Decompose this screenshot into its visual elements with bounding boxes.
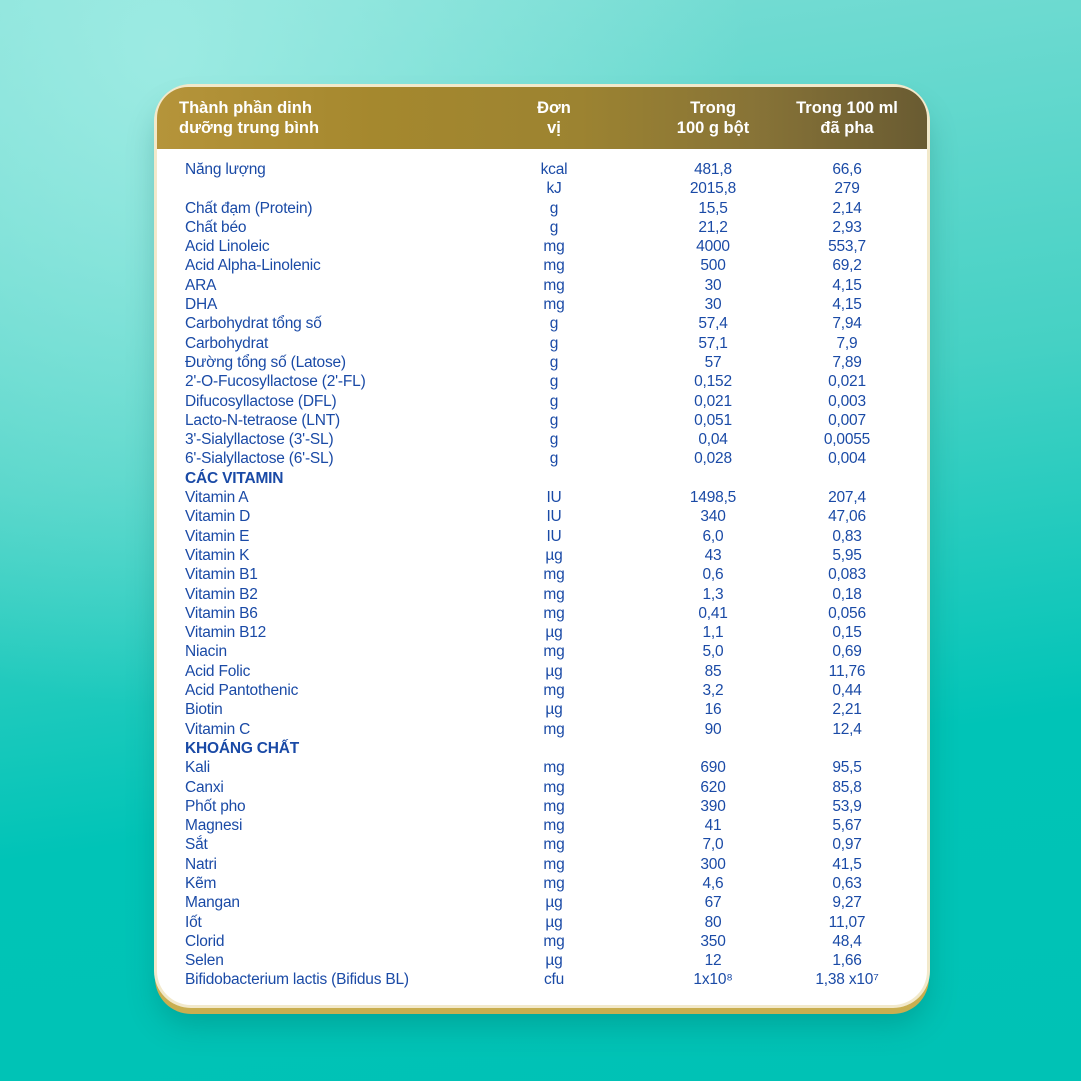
row-unit: mg xyxy=(543,643,565,661)
row-unit: mg xyxy=(543,238,565,256)
row-unit: mg xyxy=(543,682,565,700)
header-per100ml-line2: đã pha xyxy=(820,119,874,137)
row-label: Magnesi xyxy=(185,817,243,835)
row-unit: IU xyxy=(546,508,562,526)
row-unit: µg xyxy=(545,662,563,680)
row-value-100g: 0,6 xyxy=(702,566,724,584)
row-value-100g: 4000 xyxy=(696,238,730,256)
table-row xyxy=(157,970,927,989)
table-row xyxy=(157,411,927,430)
row-label: Kẽm xyxy=(185,874,217,892)
row-value-100g: 350 xyxy=(700,932,726,950)
row-value-100g: 90 xyxy=(704,720,722,738)
row-label xyxy=(157,179,469,198)
row-value-100g: 4,6 xyxy=(702,874,724,892)
row-label: Kali xyxy=(185,759,211,777)
row-unit: g xyxy=(549,199,559,217)
row-value-100g: 21,2 xyxy=(698,218,728,236)
header-unit-line2: vị xyxy=(547,119,561,137)
row-value-100g: 0,051 xyxy=(694,411,732,429)
table-row xyxy=(157,720,927,739)
row-unit: µg xyxy=(545,952,563,970)
row-label: ARA xyxy=(185,276,217,294)
table-row xyxy=(157,758,927,777)
row-label: 3'-Sialyllactose (3'-SL) xyxy=(185,431,334,449)
row-value-100g: 30 xyxy=(704,276,722,294)
row-value-100g: 340 xyxy=(700,508,726,526)
table-row xyxy=(157,314,927,333)
row-unit: mg xyxy=(543,855,565,873)
row-value-100ml: 11,76 xyxy=(828,662,866,680)
table-row xyxy=(157,604,927,623)
table-row xyxy=(157,642,927,661)
row-value-100ml: 0,056 xyxy=(828,604,866,622)
table-row xyxy=(157,816,927,835)
row-unit: mg xyxy=(543,759,565,777)
row-unit: mg xyxy=(543,585,565,603)
row-value-100g: 390 xyxy=(700,797,726,815)
row-unit: mg xyxy=(543,932,565,950)
header-per100g-line1: Trong xyxy=(690,99,736,117)
table-row xyxy=(157,218,927,237)
row-value-100g: 1498,5 xyxy=(689,489,737,507)
row-unit: µg xyxy=(545,701,563,719)
row-label: DHA xyxy=(185,296,218,314)
row-value-100ml: 48,4 xyxy=(832,932,862,950)
row-value-100g: 0,152 xyxy=(694,373,732,391)
header-per100g-column xyxy=(639,98,787,138)
table-row xyxy=(157,449,927,468)
row-value-100g: 30 xyxy=(704,296,722,314)
row-value-100g: 1,3 xyxy=(702,585,724,603)
row-value-100g: 85 xyxy=(704,662,722,680)
row-unit: g xyxy=(549,218,559,236)
table-row xyxy=(157,855,927,874)
table-row xyxy=(157,893,927,912)
table-row xyxy=(157,662,927,681)
row-label: Chất béo xyxy=(185,218,247,236)
table-row xyxy=(157,565,927,584)
row-label: Iốt xyxy=(185,913,202,931)
row-label: 2'-O-Fucosyllactose (2'-FL) xyxy=(185,373,366,391)
row-value-100ml: 0,0055 xyxy=(823,431,871,449)
row-value-100g: 80 xyxy=(704,913,722,931)
row-label: Acid Folic xyxy=(185,662,251,680)
row-label: Vitamin D xyxy=(185,508,251,526)
row-value-100ml: 11,07 xyxy=(828,913,866,931)
header-per100g-line2: 100 g bột xyxy=(676,119,750,137)
table-row xyxy=(157,932,927,951)
row-value-100ml: 207,4 xyxy=(828,489,866,507)
table-row xyxy=(157,199,927,218)
row-value-100g: 0,021 xyxy=(694,392,732,410)
row-value-100ml: 85,8 xyxy=(832,778,862,796)
table-row xyxy=(157,797,927,816)
row-value-100ml: 0,15 xyxy=(832,624,862,642)
table-row xyxy=(157,353,927,372)
row-value-100ml: 5,95 xyxy=(832,546,862,564)
row-value-100ml: 5,67 xyxy=(832,817,862,835)
row-value-100ml: 0,97 xyxy=(832,836,862,854)
row-unit: g xyxy=(549,431,559,449)
row-label: Acid Linoleic xyxy=(185,238,270,256)
section-row xyxy=(157,469,927,488)
row-unit: mg xyxy=(543,296,565,314)
row-label: Biotin xyxy=(185,701,223,719)
row-unit: g xyxy=(549,373,559,391)
row-unit: mg xyxy=(543,276,565,294)
row-label: 6'-Sialyllactose (6'-SL) xyxy=(185,450,334,468)
row-unit: mg xyxy=(543,874,565,892)
row-unit: g xyxy=(549,353,559,371)
header-per100ml-column xyxy=(787,98,907,138)
row-unit: IU xyxy=(546,489,562,507)
row-unit: IU xyxy=(546,527,562,545)
table-row xyxy=(157,700,927,719)
row-label: Vitamin B12 xyxy=(185,624,267,642)
table-row xyxy=(157,276,927,295)
header-unit-column xyxy=(469,98,639,138)
row-label: Clorid xyxy=(185,932,225,950)
table-rows xyxy=(157,149,927,990)
table-row xyxy=(157,237,927,256)
row-value-100g: 1x10⁸ xyxy=(693,971,733,989)
row-value-100g: 690 xyxy=(700,759,726,777)
row-value-100ml: 69,2 xyxy=(832,257,862,275)
row-unit: µg xyxy=(545,624,563,642)
row-value-100g: 43 xyxy=(704,546,722,564)
table-row xyxy=(157,507,927,526)
row-value-100ml: 2,93 xyxy=(832,218,862,236)
table-row xyxy=(157,913,927,932)
row-value-100g: 12 xyxy=(704,952,722,970)
row-value-100ml: 47,06 xyxy=(828,508,866,526)
row-value-100g: 500 xyxy=(700,257,726,275)
row-label: Canxi xyxy=(185,778,224,796)
row-value-100ml: 95,5 xyxy=(832,759,862,777)
row-value-100g: 57,4 xyxy=(698,315,728,333)
row-label: Carbohydrat xyxy=(185,334,269,352)
row-unit: µg xyxy=(545,894,563,912)
row-label: Vitamin A xyxy=(185,489,249,507)
table-row xyxy=(157,527,927,546)
table-row xyxy=(157,623,927,642)
row-value-100g: 7,0 xyxy=(702,836,724,854)
row-unit: mg xyxy=(543,720,565,738)
row-unit: mg xyxy=(543,778,565,796)
row-unit: g xyxy=(549,411,559,429)
row-value-100ml: 4,15 xyxy=(832,296,862,314)
row-value-100ml: 12,4 xyxy=(832,720,862,738)
row-label: Sắt xyxy=(185,836,208,854)
table-row xyxy=(157,778,927,797)
row-label: Acid Pantothenic xyxy=(185,682,299,700)
row-value-100ml: 0,004 xyxy=(828,450,866,468)
row-value-100ml: 53,9 xyxy=(832,797,862,815)
table-row xyxy=(157,372,927,391)
table-row xyxy=(157,256,927,275)
table-row xyxy=(157,874,927,893)
row-label: Natri xyxy=(185,855,217,873)
row-value-100ml: 553,7 xyxy=(828,238,866,256)
table-row xyxy=(157,334,927,353)
header-nutrient-line2: dưỡng trung bình xyxy=(179,119,320,137)
row-value-100ml: 0,44 xyxy=(832,682,862,700)
table-row xyxy=(157,295,927,314)
row-label: Lacto-N-tetraose (LNT) xyxy=(185,411,340,429)
row-unit: mg xyxy=(543,817,565,835)
row-value-100g: 16 xyxy=(704,701,722,719)
row-value-100ml: 4,15 xyxy=(832,276,862,294)
row-value-100ml: 66,6 xyxy=(832,161,862,178)
row-value-100g: 15,5 xyxy=(698,199,728,217)
row-value-100ml: 2,21 xyxy=(832,701,862,719)
row-value-100g: 6,0 xyxy=(702,527,724,545)
nutrition-card xyxy=(157,87,927,1005)
row-value-100ml: 2,14 xyxy=(832,199,862,217)
row-label: Năng lượng xyxy=(185,161,266,178)
table-row xyxy=(157,546,927,565)
row-unit: kcal xyxy=(540,161,568,178)
row-label: Vitamin E xyxy=(185,527,250,545)
row-label: Acid Alpha-Linolenic xyxy=(185,257,321,275)
row-value-100g: 0,41 xyxy=(698,604,728,622)
table-row xyxy=(157,179,927,198)
header-unit-line1: Đơn xyxy=(537,99,571,117)
table-row xyxy=(157,681,927,700)
table-row xyxy=(157,951,927,970)
row-label: Carbohydrat tổng số xyxy=(185,315,322,333)
row-label: Chất đạm (Protein) xyxy=(185,199,313,217)
row-label: Vitamin K xyxy=(185,546,250,564)
row-label: Niacin xyxy=(185,643,227,661)
table-header xyxy=(157,87,927,149)
row-label: Vitamin C xyxy=(185,720,251,738)
row-value-100ml: 0,63 xyxy=(832,874,862,892)
row-value-100ml: 0,007 xyxy=(828,411,866,429)
table-row xyxy=(157,160,927,179)
row-value-100g: 57 xyxy=(704,353,722,371)
row-value-100g: 620 xyxy=(700,778,726,796)
row-label: Vitamin B2 xyxy=(185,585,258,603)
row-value-100ml: 7,89 xyxy=(832,353,862,371)
row-value-100ml: 0,083 xyxy=(828,566,866,584)
row-label: Bifidobacterium lactis (Bifidus BL) xyxy=(185,971,409,989)
row-value-100g: 1,1 xyxy=(702,624,724,642)
row-value-100ml: 1,66 xyxy=(832,952,862,970)
table-row xyxy=(157,835,927,854)
row-label: Mangan xyxy=(185,894,240,912)
row-value-100g: 5,0 xyxy=(702,643,724,661)
row-value-100g: 67 xyxy=(704,894,722,912)
row-value-100ml: 0,69 xyxy=(832,643,862,661)
row-value-100ml: 7,9 xyxy=(836,334,858,352)
row-value-100ml: 1,38 x10⁷ xyxy=(815,971,879,989)
row-unit: µg xyxy=(545,913,563,931)
row-unit: mg xyxy=(543,797,565,815)
row-unit: g xyxy=(549,392,559,410)
row-value-100ml: 9,27 xyxy=(832,894,862,912)
row-label: Selen xyxy=(185,952,224,970)
table-row xyxy=(157,392,927,411)
header-per100ml-line1: Trong 100 ml xyxy=(796,99,898,117)
row-unit: cfu xyxy=(543,971,565,989)
row-label: Vitamin B1 xyxy=(185,566,258,584)
row-value-100ml: 7,94 xyxy=(832,315,862,333)
section-row xyxy=(157,739,927,758)
row-unit: mg xyxy=(543,836,565,854)
table-row xyxy=(157,585,927,604)
section-title: KHOÁNG CHẤT xyxy=(185,739,300,757)
row-value-100ml: 0,003 xyxy=(828,392,866,410)
row-unit: g xyxy=(549,334,559,352)
row-label: Phốt pho xyxy=(185,797,246,815)
section-title: CÁC VITAMIN xyxy=(185,469,284,487)
row-value-100ml: 279 xyxy=(834,180,860,198)
row-unit: g xyxy=(549,450,559,468)
header-nutrient-column xyxy=(157,98,469,138)
row-unit: mg xyxy=(543,257,565,275)
row-value-100ml: 41,5 xyxy=(832,855,862,873)
row-value-100ml: 0,18 xyxy=(832,585,862,603)
row-unit: µg xyxy=(545,546,563,564)
row-value-100g: 300 xyxy=(700,855,726,873)
row-value-100g: 481,8 xyxy=(694,161,732,178)
header-nutrient-line1: Thành phần dinh xyxy=(179,99,312,117)
row-value-100g: 0,028 xyxy=(694,450,732,468)
row-unit: mg xyxy=(543,604,565,622)
row-label: Đường tổng số (Latose) xyxy=(185,353,346,371)
row-value-100g: 2015,8 xyxy=(689,180,737,198)
row-label: Vitamin B6 xyxy=(185,604,258,622)
row-unit: kJ xyxy=(546,180,562,198)
row-value-100g: 0,04 xyxy=(698,431,728,449)
row-value-100g: 57,1 xyxy=(698,334,728,352)
row-unit: g xyxy=(549,315,559,333)
table-row xyxy=(157,488,927,507)
row-unit: mg xyxy=(543,566,565,584)
row-value-100ml: 0,021 xyxy=(828,373,866,391)
row-value-100g: 3,2 xyxy=(702,682,724,700)
row-label: Difucosyllactose (DFL) xyxy=(185,392,337,410)
table-row xyxy=(157,430,927,449)
row-value-100g: 41 xyxy=(704,817,722,835)
row-value-100ml: 0,83 xyxy=(832,527,862,545)
